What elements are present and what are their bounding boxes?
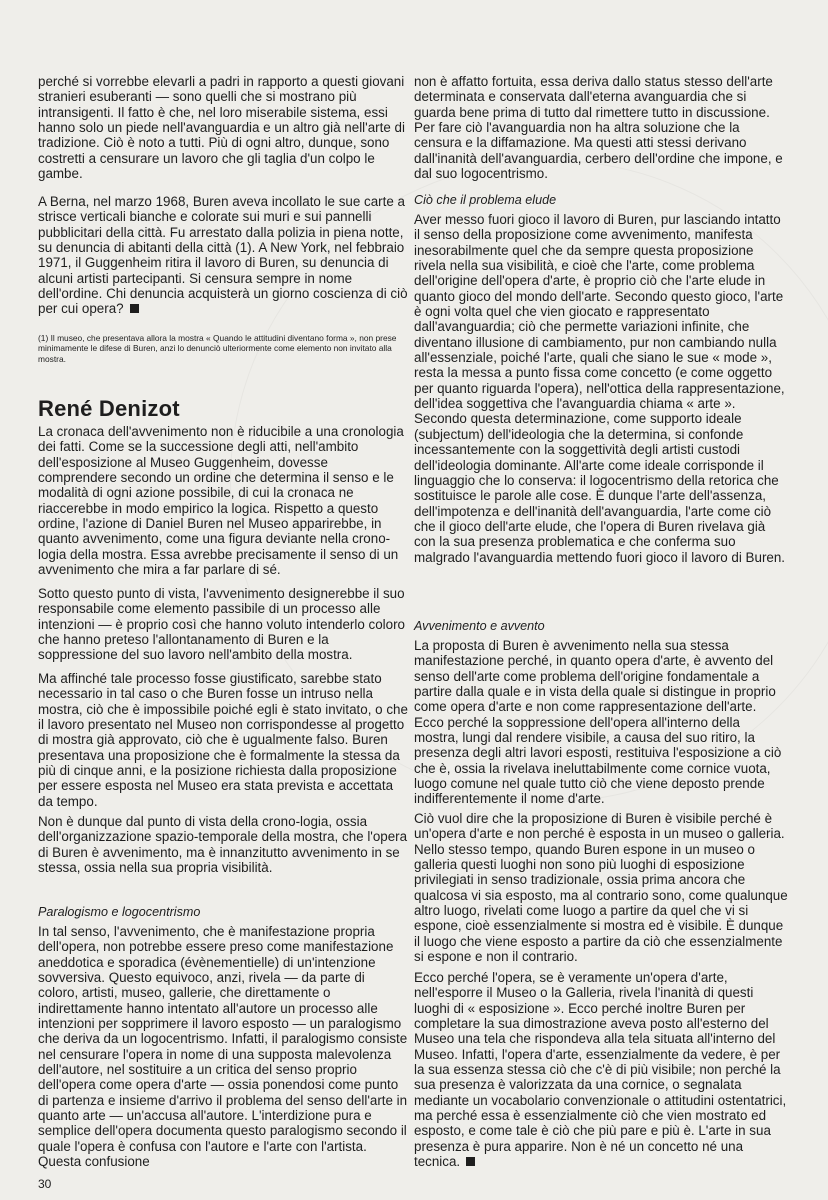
subheading-paralogismo: Paralogismo e logocentrismo xyxy=(38,905,201,919)
paragraph-intro: perché si vorrebbe elevarli a padri in rapporto a questi giovani stranieri esuberanti — sono quelli che si mostrano più intransigenti. Il fatto è che, nel loro miserabile sistema, essi hanno solo un piede nell'avanguardia e un altro già nell'arte di tradizione. Ciò è noto a tutti. Più di ogni altro, dunque, sono costretti a censurare un lavoro che gli taglia d'un colpo le gambe. xyxy=(38,74,405,182)
author-heading: René Denizot xyxy=(38,396,180,421)
paragraph-visibile: Ciò vuol dire che la proposizione di Buren è visibile perché è un'opera d'arte e non perché è esposta in un museo o galleria. Nello stesso tempo, quando Buren espone in un museo o galleria questi luoghi non sono più luoghi di esposizione privilegiati in senso tradizionale, ossia prima ancora che qualcosa vi sia esposto, ma al contrario sono, come qualunque altro luogo, rivelati come luogo a partire da quel che vi si espone, cioè essenzialmente si mostra ed è visibile. È dunque il luogo che viene esposto a partire da ciò che essenzialmente si espone e non il contrario. xyxy=(414,811,788,965)
paragraph-processo: Ma affinché tale processo fosse giustificato, sarebbe stato necessario in tal caso o che Buren fosse un intruso nella mostra, ciò che è impossibile poiché egli è stato invitato, o che il lavoro presentato nel Museo non corrispondesse al progetto di mostra già approvato, ciò che è ugualmente falso. Buren presentava una proposizione che è formalmente la stessa da più di cinque anni, e la posizione richiesta dalla proposizione per essere esposta nel Museo era stata prevista e accettata da tempo. xyxy=(38,671,408,809)
end-mark-icon xyxy=(130,304,139,313)
footnote: (1) Il museo, che presentava allora la mostra « Quando le attitudini diventano forma », non prese minimamente le difese di Buren, anzi lo denunciò ulteriormente come elemento non invitato alla mostra. xyxy=(38,333,397,364)
paragraph-berna: A Berna, nel marzo 1968, Buren aveva incollato le sue carte a strisce verticali bianche e colorate sui muri e sui pannelli pubblicitari della città. Fu arrestato dalla polizia in piena notte, su denuncia di abitanti della città (1). A New York, nel febbraio 1971, il Guggenheim ritira il lavoro di Buren, su denuncia di alcuni artisti partecipanti. Si censura sempre in nome dell'ordine. Chi denuncia acquisterà un giorno coscienza di ciò per cui opera? xyxy=(38,194,408,317)
paragraph-punto-di-vista: Sotto questo punto di vista, l'avvenimento designerebbe il suo responsabile come elemento passibile di un processo alle intenzioni — è proprio così che hanno voluto intenderlo coloro che hanno preteso l'allontanamento di Buren e la soppressione del suo lavoro nell'ambito della mostra. xyxy=(38,586,405,663)
page-number: 30 xyxy=(38,1177,52,1191)
end-mark-icon xyxy=(466,1157,475,1166)
paragraph-avvenimento: La proposta di Buren è avvenimento nella sua stessa manifestazione perché, in quanto opera d'arte, è avvento del senso dell'arte come problema dell'origine fondamentale a partire dalla quale e in vista della quale si distingue in proprio come opera d'arte e non come rappresentazione dell'arte. Ecco perché la soppressione dell'opera all'interno della mostra, lungi dal rendere visibile, a causa del suo ritiro, la presenza degli altri lavori esposti, restituiva l'esposizione a ciò che è, ossia la rivelava ineluttabilmente come cornice vuota, luogo comune nel quale tutto ciò che viene deposto prende indifferentemente il nome d'arte. xyxy=(414,638,782,807)
paragraph-fortuita: non è affatto fortuita, essa deriva dallo status stesso dell'arte determinata e conservata dall'eterna avanguardia che si guarda bene prima di tutto dal rimettere tutto in discussione. Per fare ciò l'avanguardia non ha altra soluzione che la censura e la diffamazione. Ma questi atti stessi derivano dall'inanità dell'avanguardia, cerbero dell'ordine che impone, e dal suo logocentrismo. xyxy=(414,74,783,182)
paragraph-fuori-gioco: Aver messo fuori gioco il lavoro di Buren, pur lasciando intatto il senso della proposizione come avvenimento, manifesta inesorabilmente quel che da sempre questa proposizione rivela nella sua visibilità, e cioè che l'arte, come problema dell'origine dell'opera d'arte, è proprio ciò che l'arte elude in quanto gioco del mondo dell'arte. Secondo questo gioco, l'arte è ogni volta quel che vien giocato e rappresentato dall'avanguardia; ciò che permette variazioni infinite, che diventano illusione di cambiamento, pur non cambiando nulla all'essenziale, poiché l'arte, quali che siano le sue « mode », resta la messa a punto fissa come concetto (e come oggetto per quanto riguarda l'opera), nell'ottica della rappresentazione, dell'idea soggettiva che l'avanguardia chiama « arte ». Secondo questa determinazione, come supporto ideale (subjectum) dell'ideologia che la determina, si confonde incessantemente con la soggettività degli artisti custodi dell'ideologia dominante. All'arte come ideale corrisponde il linguaggio che lo conserva: il logocentrismo della retorica che sostituisce le parole alle cose. È dunque l'arte dell'assenza, dell'impotenza e dell'inanità dell'avanguardia, l'arte come ciò che il gioco dell'arte elude, che l'opera di Buren rivelava già con la sua presenza problematica e che conferma suo malgrado l'avanguardia mettendo fuori gioco il lavoro di Buren. xyxy=(414,212,786,565)
subheading-problema-elude: Ciò che il problema elude xyxy=(414,193,557,207)
subheading-avvento: Avvenimento e avvento xyxy=(414,619,545,633)
paragraph-paralogismo: In tal senso, l'avvenimento, che è manifestazione propria dell'opera, non potrebbe essere preso come manifestazione aneddotica e sporadica (évènementielle) di un'intenzione sovversiva. Questo equivoco, anzi, rivela — da parte di coloro, artisti, museo, gallerie, che direttamente o indirettamente hanno intentato all'autore un processo alle intenzioni per sopprimere il lavoro esposto — un paralogismo che deriva da un logocentrismo. Infatti, il paralogismo consiste nel censurare l'opera in nome di una supposta malevolenza dell'autore, nel sostituire a un critica del senso proprio dell'opera come opera d'arte — ossia ponendosi come punto di partenza e insieme d'arrivo il problema del senso dell'arte in quanto arte — un'accusa all'autore. L'interdizione pura e semplice dell'opera documenta questo paralogismo secondo il quale l'opera è confusa con l'autore e l'arte con l'artista. Questa confusione xyxy=(38,924,408,1170)
paragraph-cronaca: La cronaca dell'avvenimento non è riducibile a una cronologia dei fatti. Come se la successione degli atti, nell'ambito dell'esposizione al Museo Guggenheim, dovesse comprendere secondo un ordine che determina il senso e le modalità di ogni azione possibile, di cui la cronaca ne riaccerebbe in modo empirico la logica. Rispetto a questo ordine, l'azione di Daniel Buren nel Museo apparirebbe, in quanto avvenimento, come una figura deviante nella crono-logia della mostra. Essa avrebbe precisamente il senso di un avvenimento che mira a far parlare di sé. xyxy=(38,424,404,578)
paragraph-crono-logia: Non è dunque dal punto di vista della crono-logia, ossia dell'organizzazione spazio-temporale della mostra, che l'opera di Buren è avvenimento, ma è innanzitutto avvenimento in se stessa, ossia nella sua propria visibilità. xyxy=(38,814,408,876)
paragraph-esporre: Ecco perché l'opera, se è veramente un'opera d'arte, nell'esporre il Museo o la Galleria, rivela l'inanità di questi luoghi di « esposizione ». Ecco perché inoltre Buren per completare la sua dimostrazione aveva posto all'esterno del Museo una tela che rispondeva alla tela situata all'interno del Museo. Infatti, l'opera d'arte, essenzialmente da vedere, è per la sua essenza stessa ciò che c'è di più visibile; non perché la sua presenza è valorizzata da una cornice, o segnalata mediante un vocabolario convenzionale o attitudini ostentatrici, ma perché essa è essenzialmente ciò che vien mostrato ed esposto, e come tale è ciò che più pare e più è. L'arte in sua presenza è pura apparire. Non è né un concetto né una tecnica. xyxy=(414,970,787,1170)
